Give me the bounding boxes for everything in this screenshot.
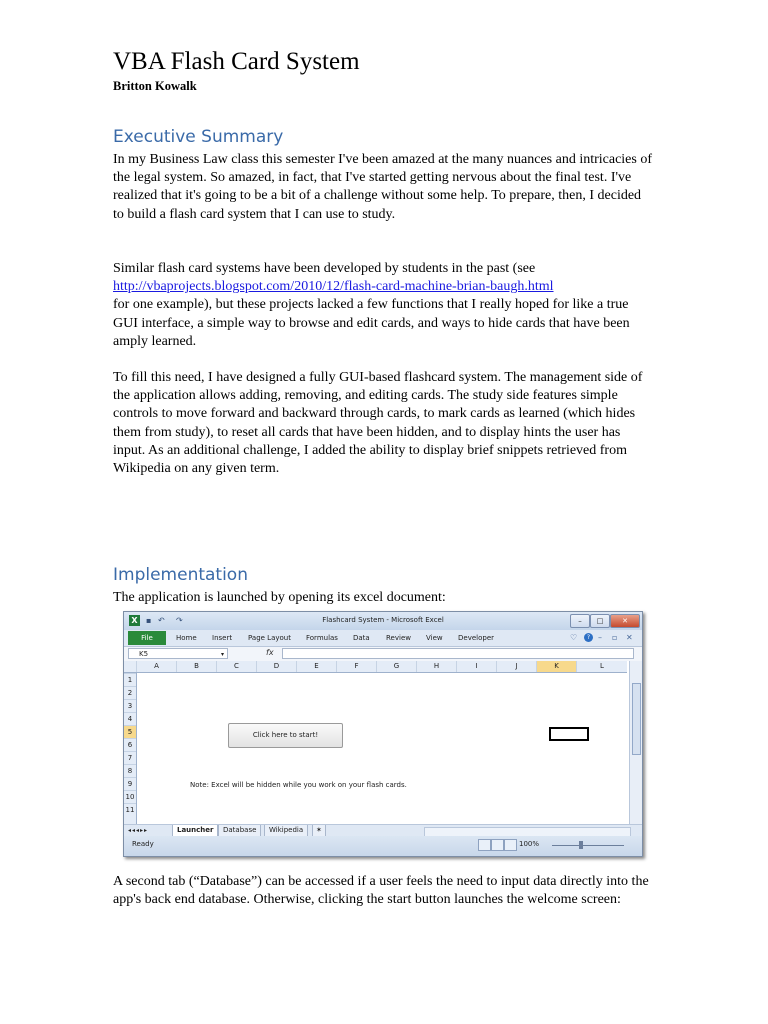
column-header-l[interactable]: L xyxy=(576,661,627,672)
status-bar xyxy=(124,836,642,856)
paragraph-design: To fill this need, I have designed a fully GUI-based flashcard system. The management side of the application allows adding, removing, and editing cards. The study side features simple controls to move forward and backward through cards, to mark cards as learned (which hides them from study), to reset all cards that have been hidden, and to display hints the user has input. As an additional challenge, I added the ability to display brief snippets retrieved from Wikipedia on any given term. xyxy=(113,370,643,477)
tab-page-layout[interactable]: Page Layout xyxy=(248,634,291,642)
row-header-2[interactable]: 2 xyxy=(124,686,136,699)
author-name: Britton Kowalk xyxy=(113,79,197,93)
heading-implementation: Implementation xyxy=(113,565,248,585)
selected-cell[interactable] xyxy=(549,727,589,741)
tab-insert[interactable]: Insert xyxy=(212,634,233,642)
column-header-d[interactable]: D xyxy=(256,661,296,672)
tab-file[interactable]: File xyxy=(128,631,166,645)
save-icon[interactable]: ▪ xyxy=(146,616,152,625)
paragraph-intro: In my Business Law class this semester I've been amazed at the many nuances and intricacies of the legal system. So amazed, in fact, that I've started getting nervous about the final test. I've realized that it's going to be a bit of a challenge without some help. To prepare, then, I decided to build a flash card system that I can use to study. xyxy=(113,152,653,222)
spreadsheet-grid[interactable] xyxy=(124,661,642,824)
page-break-view-icon[interactable] xyxy=(504,839,517,851)
redo-icon[interactable]: ↷ xyxy=(176,616,183,625)
column-header-c[interactable]: C xyxy=(216,661,256,672)
column-header-i[interactable]: I xyxy=(456,661,496,672)
formula-bar xyxy=(124,646,642,662)
column-header-k[interactable]: K xyxy=(536,661,576,672)
help-icon[interactable]: ? xyxy=(584,633,593,642)
vbaprojects-link[interactable]: http://vbaprojects.blogspot.com/2010/12/flash-card-machine-brian-baugh.html xyxy=(113,279,554,295)
status-ready: Ready xyxy=(132,840,154,848)
row-header-11[interactable]: 11 xyxy=(124,803,136,816)
column-header-g[interactable]: G xyxy=(376,661,416,672)
function-icon[interactable]: fx xyxy=(266,648,274,657)
row-header-4[interactable]: 4 xyxy=(124,712,136,725)
ribbon-tabs xyxy=(124,630,642,646)
chevron-down-icon[interactable]: ▾ xyxy=(220,651,224,658)
row-headers xyxy=(124,673,137,824)
page-layout-view-icon[interactable] xyxy=(491,839,504,851)
row-header-5[interactable]: 5 xyxy=(124,725,136,738)
excel-title-bar xyxy=(124,612,642,630)
column-header-f[interactable]: F xyxy=(336,661,376,672)
heading-executive-summary: Executive Summary xyxy=(113,127,284,147)
paragraph-prior-work-end: for one example), but these projects lacked a few functions that I really hoped for like a true GUI interface, a simple way to browse and edit cards, and ways to hide cards that have been amply learned. xyxy=(113,297,630,349)
row-header-1[interactable]: 1 xyxy=(124,673,136,686)
tab-developer[interactable]: Developer xyxy=(458,634,495,642)
close-button[interactable]: ✕ xyxy=(610,614,640,628)
tab-review[interactable]: Review xyxy=(386,634,411,642)
tab-formulas[interactable]: Formulas xyxy=(306,634,338,642)
maximize-button[interactable]: □ xyxy=(590,614,610,628)
tab-view[interactable]: View xyxy=(426,634,443,642)
excel-logo-icon: X xyxy=(129,615,140,626)
row-header-9[interactable]: 9 xyxy=(124,777,136,790)
ribbon-minimize-icon[interactable]: ♡ xyxy=(570,633,578,642)
zoom-level[interactable]: 100% xyxy=(519,840,540,848)
column-header-b[interactable]: B xyxy=(176,661,216,672)
zoom-slider-knob[interactable] xyxy=(579,841,583,849)
minimize-button[interactable]: – xyxy=(570,614,590,628)
sheet-tab-wikipedia[interactable]: Wikipedia xyxy=(264,825,308,837)
formula-input[interactable] xyxy=(282,648,634,659)
name-box-value: K5 xyxy=(139,650,149,658)
vertical-scroll-thumb[interactable] xyxy=(632,683,641,755)
paragraph-launch: The application is launched by opening its excel document: xyxy=(113,590,446,605)
row-header-3[interactable]: 3 xyxy=(124,699,136,712)
hidden-excel-note: Note: Excel will be hidden while you work on your flash cards. xyxy=(190,781,407,789)
row-header-10[interactable]: 10 xyxy=(124,790,136,803)
new-sheet-icon[interactable]: ✶ xyxy=(312,825,326,837)
document-title: VBA Flash Card System xyxy=(113,48,360,75)
column-header-a[interactable]: A xyxy=(136,661,176,672)
column-header-j[interactable]: J xyxy=(496,661,536,672)
undo-icon[interactable]: ↶ xyxy=(158,616,165,625)
column-header-e[interactable]: E xyxy=(296,661,336,672)
row-header-8[interactable]: 8 xyxy=(124,764,136,777)
restore-icon[interactable]: – xyxy=(598,633,602,642)
paragraph-database-tab: A second tab (“Database”) can be accessed if a user feels the need to input data directly into the app's back end database. Otherwise, clicking the start button launches the welcome screen: xyxy=(113,874,649,908)
row-header-7[interactable]: 7 xyxy=(124,751,136,764)
paragraph-prior-work xyxy=(113,260,653,351)
window-icon[interactable]: ▫ xyxy=(612,633,618,642)
sheet-navigation-arrows[interactable]: ◂◂◂▸▸ xyxy=(128,827,149,834)
tab-data[interactable]: Data xyxy=(353,634,370,642)
paragraph-prior-work-start: Similar flash card systems have been developed by students in the past (see xyxy=(113,261,536,276)
start-button[interactable]: Click here to start! xyxy=(228,723,343,748)
name-box[interactable] xyxy=(128,648,228,659)
sheet-tab-database[interactable]: Database xyxy=(218,825,261,837)
column-header-h[interactable]: H xyxy=(416,661,456,672)
zoom-slider[interactable] xyxy=(552,845,624,846)
normal-view-icon[interactable] xyxy=(478,839,491,851)
row-header-6[interactable]: 6 xyxy=(124,738,136,751)
excel-window xyxy=(123,611,643,857)
tab-home[interactable]: Home xyxy=(176,634,197,642)
excel-window-title: Flashcard System - Microsoft Excel xyxy=(322,616,444,624)
column-headers xyxy=(124,661,627,673)
vertical-scrollbar[interactable] xyxy=(629,661,642,824)
close-icon[interactable]: ✕ xyxy=(626,633,633,642)
sheet-tab-launcher[interactable]: Launcher xyxy=(172,825,218,837)
